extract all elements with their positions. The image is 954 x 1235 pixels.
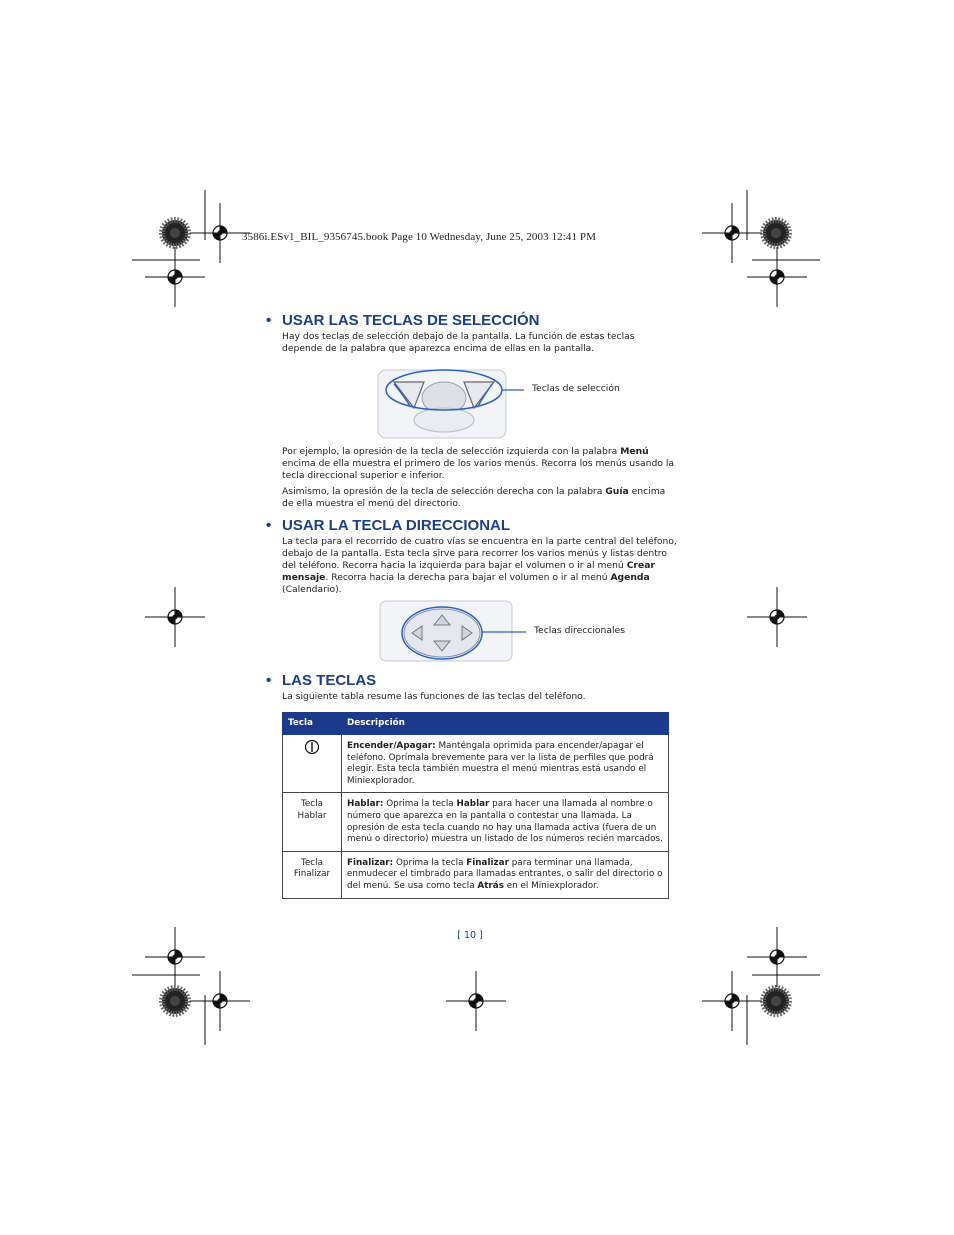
selection-intro: Hay dos teclas de selección debajo de la pantalla. La función de estas teclas depende de la palabra que aparezca encima de ellas en la pantalla. [282,331,635,354]
nav-paragraph: La tecla para el recorrido de cuatro vías se encuentra en la parte central del teléfono, debajo de la pantalla. Esta tecla sirve para recorrer los varios menús y listas dentro del teléfono. Recorra hacia la izquierda para bajar el volumen o ir al menú Crear mensaje. Recorra hacia la derecha para bajar el volumen o ir al menú Agenda (Calendario). [282,536,677,595]
page-number: [ 10 ] [457,930,483,941]
table-cell-key: Tecla Hablar [283,793,342,851]
selection-paragraph-2: Asimismo, la opresión de la tecla de selección derecha con la palabra Guía encima de ella muestra el menú del directorio. [282,486,666,509]
registration-mark [747,247,807,307]
registration-star-mark [162,220,188,246]
nav-key-illustration [378,599,526,663]
registration-star-mark [763,220,789,246]
table-cell-description: Finalizar: Oprima la tecla Finalizar para terminar una llamada, enmudecer el timbrado para llamadas entrantes, o salir del directorio o del menú. Se usa como tecla Atrás en el Miniexplorador. [342,851,669,898]
registration-mark [702,971,762,1031]
registration-mark [190,971,250,1031]
section-title-selection: • USAR LAS TECLAS DE SELECCIÓN [266,312,540,329]
table-header-description: Descripción [342,713,669,735]
print-header: 3586i.ESv1_BIL_9356745.book Page 10 Wednesday, June 25, 2003 12:41 PM [242,231,597,243]
registration-star-mark [162,988,188,1014]
registration-mark [702,203,762,263]
registration-mark [747,587,807,647]
table-cell-key: Tecla Finalizar [283,851,342,898]
table-header-key: Tecla [283,713,342,735]
keys-intro: La siguiente tabla resume las funciones de las teclas del teléfono. [282,691,586,702]
selection-keys-illustration [374,368,524,440]
table-header-row [283,713,669,735]
registration-mark [145,587,205,647]
selection-paragraph-1: Por ejemplo, la opresión de la tecla de selección izquierda con la palabra Menú encima de ella muestra el primero de los varios menús. Recorra los menús usando la tecla direccional superior e inferior. [282,446,675,481]
section-title-nav: • USAR LA TECLA DIRECCIONAL [266,517,511,534]
table-row [283,735,669,793]
section-title-keys: • LAS TECLAS [266,672,377,689]
table-row [283,793,669,851]
registration-star-mark [763,988,789,1014]
registration-mark [190,203,250,263]
selection-keys-caption: Teclas de selección [532,383,620,394]
nav-keys-caption: Teclas direccionales [534,625,625,636]
registration-mark [145,247,205,307]
table-row [283,851,669,898]
table-cell-description: Encender/Apagar: Manténgala oprimida para encender/apagar el teléfono. Oprímala brevemente para ver la lista de perfiles que podrá elegir. Esta tecla también muestra el menú mientras está usando el Miniexplorador. [342,735,669,793]
table-cell-description: Hablar: Oprima la tecla Hablar para hacer una llamada al nombre o número que aparezca en la pantalla o contestar una llamada. La opresión de esta tecla cuando no hay una llamada activa (fuera de un menú o directorio) muestra un listado de los números recién marcados. [342,793,669,851]
power-icon [304,739,320,755]
table-cell-key [283,735,342,793]
registration-mark [446,971,506,1031]
keys-table [282,712,669,899]
